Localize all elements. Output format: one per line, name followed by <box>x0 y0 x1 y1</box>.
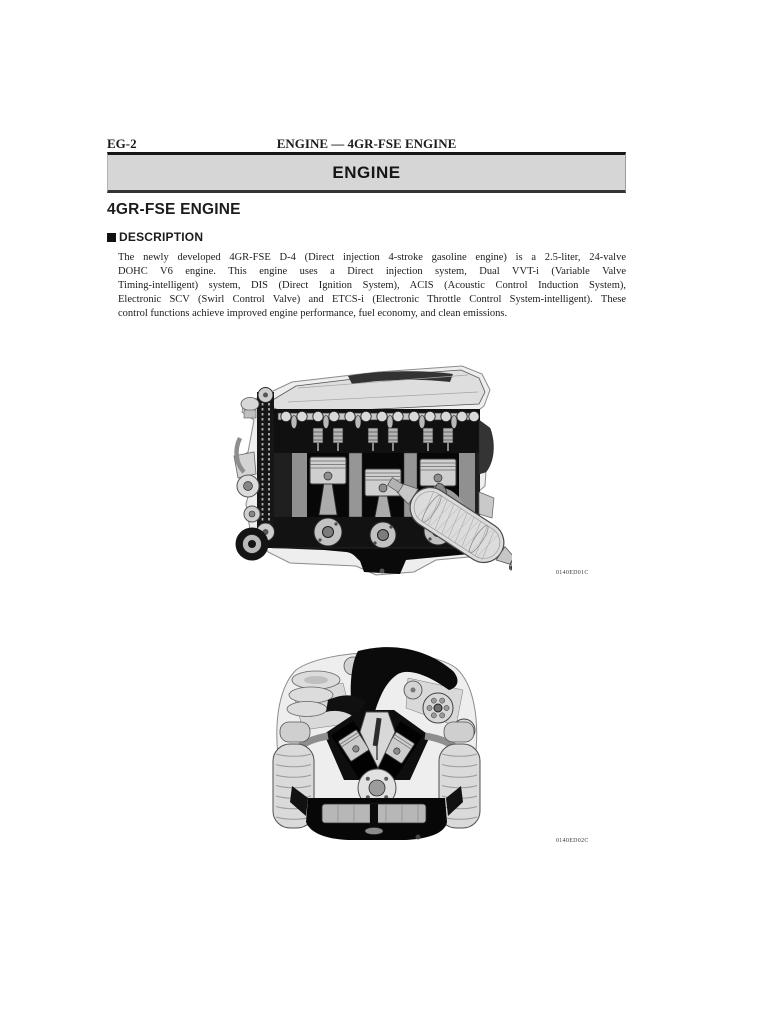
description-line: Electronic SCV (Swirl Control Valve) and ETCS-i (Electronic Throttle Control System-intelligent). These <box>118 293 626 305</box>
header-title: ENGINE — 4GR-FSE ENGINE <box>276 136 457 151</box>
figure-code: 0140ED02C <box>556 838 589 844</box>
description-line: control functions achieve improved engine performance, fuel economy, and clean emissions. <box>118 307 508 319</box>
description-line: The newly developed 4GR-FSE D-4 (Direct injection 4-stroke gasoline engine) is a 2.5-liter, 24-valve <box>118 252 626 263</box>
description-paragraph <box>118 251 626 321</box>
description-line: DOHC V6 engine. This engine uses a Direct injection system, Dual VVT-i (Variable Valve <box>118 265 626 277</box>
page-number: EG-2 <box>107 136 137 151</box>
engine-front-cross-section-illustration <box>258 638 495 845</box>
engine-longitudinal-cutaway-illustration <box>228 362 512 580</box>
oil-filler-cap <box>241 398 259 419</box>
engine-front-section-figure <box>258 638 495 845</box>
crankshaft-pulley <box>236 528 269 561</box>
figure-code: 0140ED01C <box>556 570 589 576</box>
description-line: Timing-intelligent) system, DIS (Direct Ignition System), ACIS (Acoustic Control Induction System), <box>118 279 626 291</box>
chapter-banner <box>107 152 626 193</box>
engine-side-cutaway-figure <box>228 362 512 580</box>
intake-port-section <box>479 420 493 474</box>
chapter-banner-label: ENGINE <box>332 162 401 182</box>
page-header <box>107 136 626 152</box>
section-title: 4GR-FSE ENGINE <box>107 201 241 218</box>
description-heading-label: DESCRIPTION <box>119 230 204 244</box>
black-square-icon <box>107 233 116 242</box>
oil-pickup-tube <box>369 804 380 831</box>
engine-mount-bracket <box>479 492 494 518</box>
description-heading <box>107 230 203 244</box>
